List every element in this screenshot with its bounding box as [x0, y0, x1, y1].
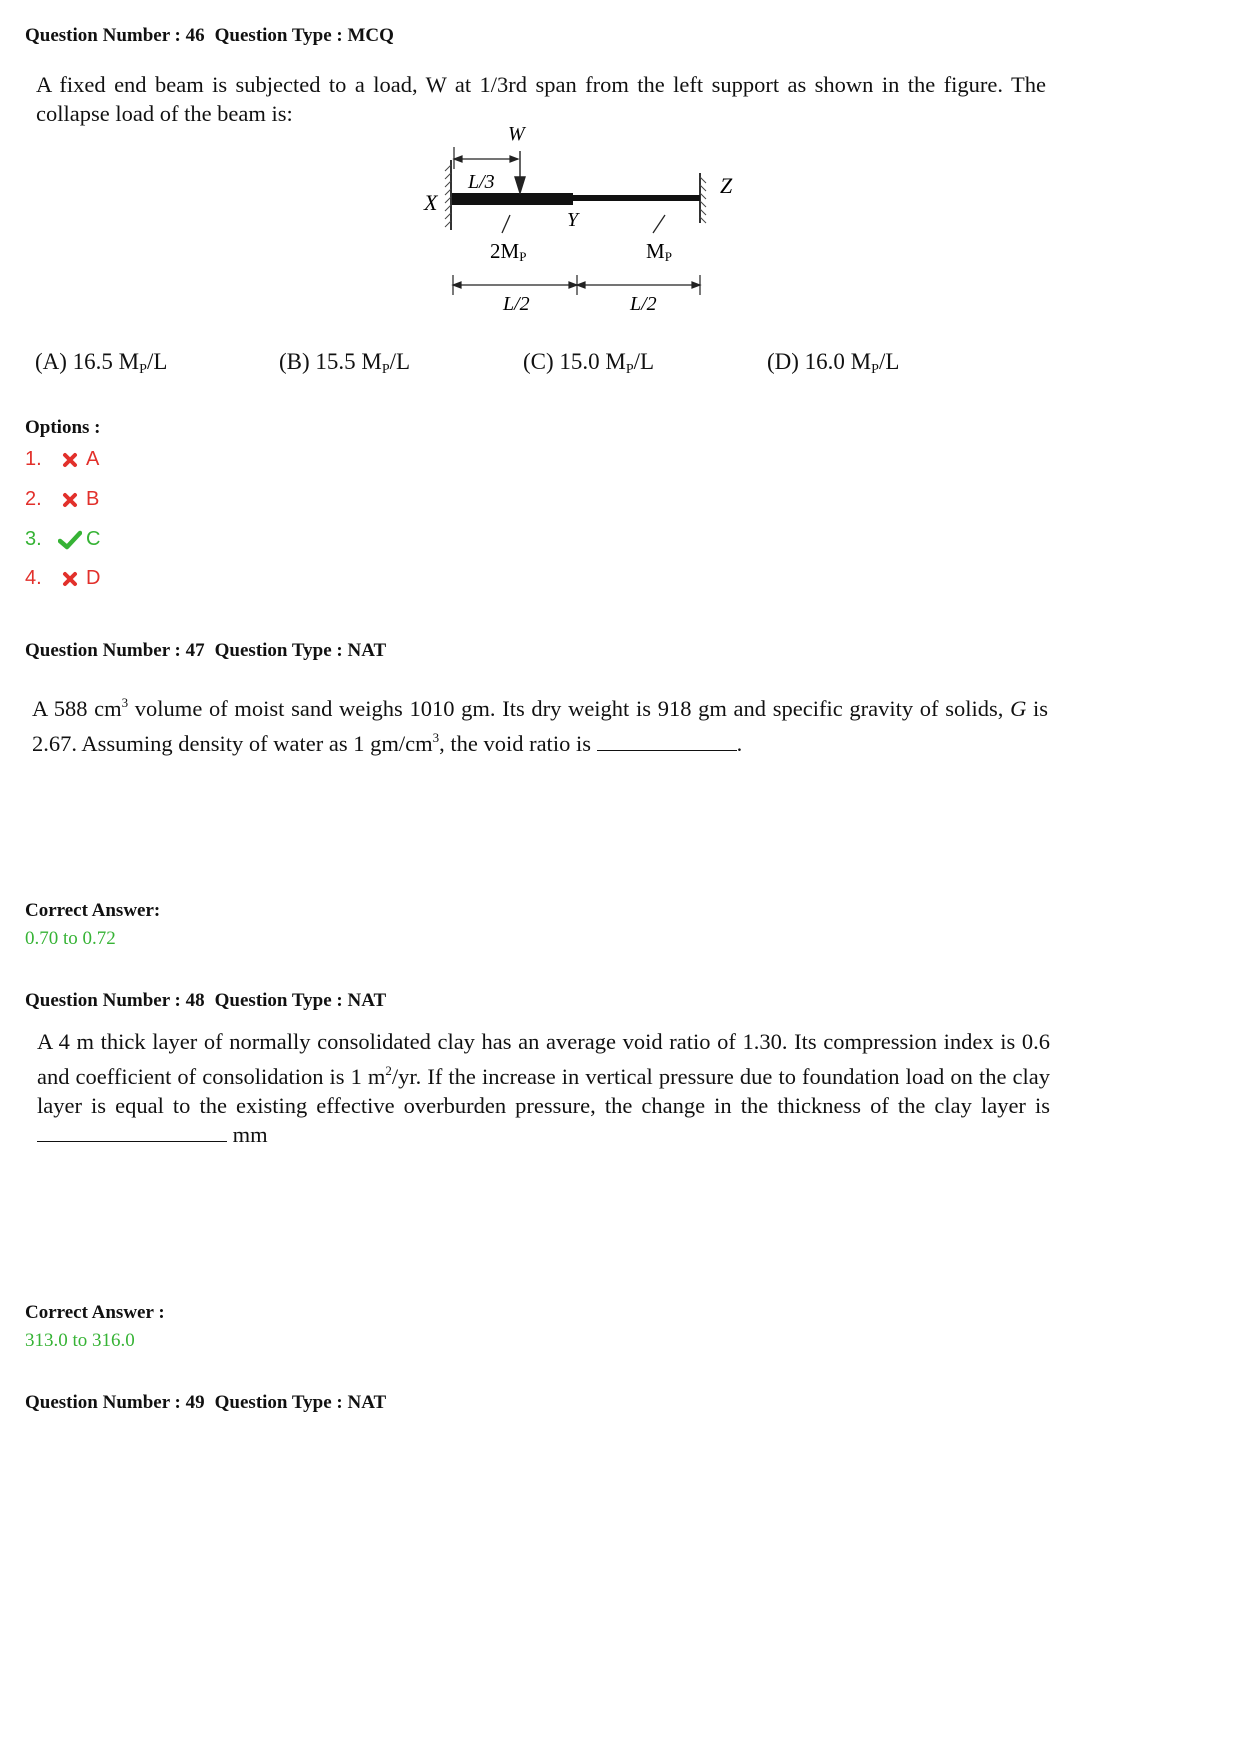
- beam-thin-segment: [573, 195, 700, 201]
- choice-d: (D) 16.0 $M_P/L$: [767, 349, 900, 377]
- question-type: Question Type : NAT: [214, 640, 387, 661]
- question-47-header: [25, 640, 386, 662]
- load-label: W: [508, 125, 525, 145]
- question-46-header: [25, 25, 394, 47]
- load-arrow: [515, 151, 525, 193]
- check-icon: [58, 530, 82, 550]
- right-fixed-support: [700, 173, 706, 223]
- correct-answer-value: 0.70 to 0.72: [25, 928, 116, 949]
- load-distance-label: L/3: [468, 171, 495, 193]
- support-x-label: X: [424, 190, 438, 215]
- question-48-header: [25, 990, 386, 1012]
- point-y-label: Y: [567, 209, 579, 231]
- correct-answer-title: Correct Answer :: [25, 1302, 165, 1323]
- question-46-text: A fixed end beam is subjected to a load, W at 1/3rd span from the left support as shown in the figure. The collapse load of the beam is:: [36, 72, 1046, 126]
- load-distance-dimension: [454, 147, 518, 169]
- right-moment-label: MP: [646, 239, 672, 264]
- correct-answer-title: Correct Answer:: [25, 900, 161, 921]
- left-span-label: L/2: [503, 293, 530, 315]
- question-48-text: A 4 m thick layer of normally consolidated clay has an average void ratio of 1.30. Its compression index is 0.6 and coefficient of consolidation is 1 $m^2/yr$. If the increase in vertical pressure due to foundation load on the clay layer is equal to the existing effective overburden pressure, the change in the thickness of the clay layer is mm: [37, 1029, 1050, 1147]
- correct-answer-value: 313.0 to 316.0: [25, 1330, 135, 1351]
- option-2: 2. B: [25, 488, 100, 510]
- answer-blank: [597, 749, 737, 751]
- option-3: 3. C: [25, 528, 101, 550]
- option-1: 1. A: [25, 448, 100, 470]
- right-span-label: L/2: [630, 293, 657, 315]
- left-fixed-support: [445, 160, 451, 230]
- left-moment-label: 2MP: [490, 239, 527, 264]
- question-49-header: [25, 1392, 386, 1414]
- wrong-icon: [58, 452, 82, 468]
- question-number: Question Number : 49: [25, 1392, 205, 1413]
- span-dimensions: [453, 275, 700, 295]
- choice-c: (C) 15.0 $M_P/L$: [523, 349, 655, 377]
- wrong-icon: [58, 571, 82, 587]
- beam-thick-segment: [452, 193, 573, 205]
- question-number: Question Number : 47: [25, 640, 205, 661]
- answer-blank: [37, 1140, 227, 1142]
- choice-a: (A) 16.5 $M_P/L$: [35, 349, 168, 377]
- support-z-label: Z: [720, 173, 733, 198]
- question-number: Question Number : 46: [25, 25, 205, 46]
- left-moment-pointer: [502, 215, 510, 233]
- question-type: Question Type : NAT: [214, 990, 387, 1011]
- option-4: 4. D: [25, 567, 101, 589]
- options-title: Options :: [25, 417, 101, 438]
- beam-figure: [420, 125, 760, 315]
- choice-b: (B) 15.5 $M_P/L$: [279, 349, 411, 377]
- question-number: Question Number : 48: [25, 990, 205, 1011]
- right-moment-pointer: [653, 215, 665, 233]
- wrong-icon: [58, 492, 82, 508]
- question-47-text: A 588 $cm^3$ volume of moist sand weighs 1010 gm. Its dry weight is 918 gm and specific gravity of solids, G is 2.67. Assuming density of water as 1 $gm/cm^3$, the void ratio is .: [32, 695, 1049, 756]
- question-type: Question Type : MCQ: [214, 25, 394, 46]
- question-type: Question Type : NAT: [214, 1392, 387, 1413]
